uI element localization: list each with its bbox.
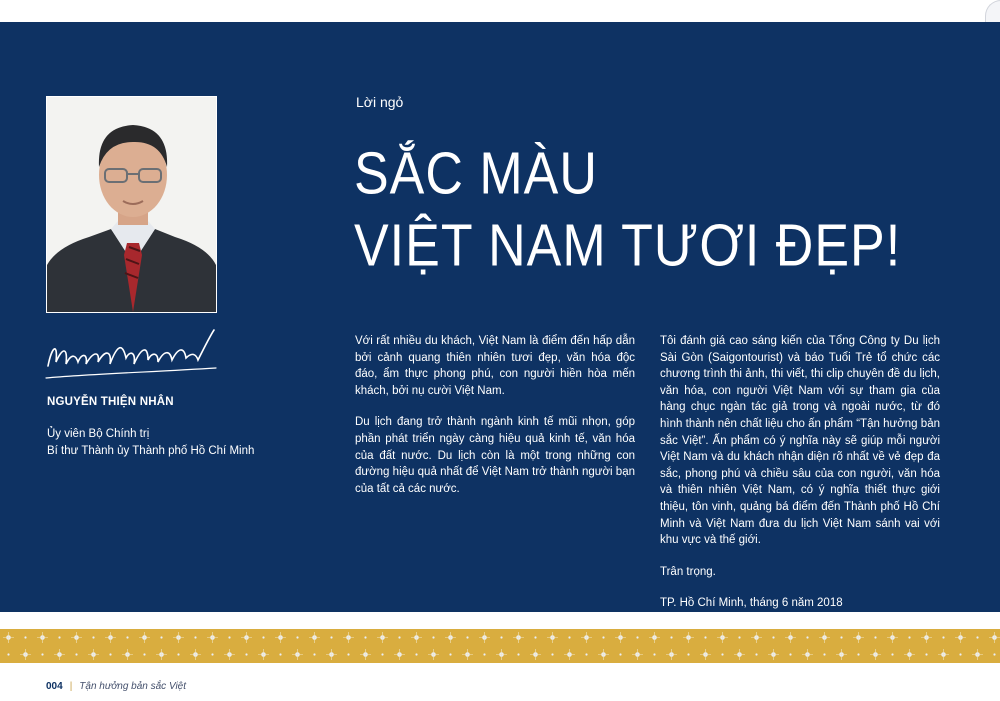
top-margin	[0, 0, 1000, 22]
signature	[42, 322, 222, 384]
decorative-pattern-band	[0, 629, 1000, 663]
footer-separator: |	[69, 681, 73, 692]
page-headline	[354, 138, 901, 282]
leader-role-2: Bí thư Thành ủy Thành phố Hồ Chí Minh	[47, 445, 255, 457]
headline-line-1: SẮC MÀU	[354, 140, 598, 208]
publication-title: Tận hưởng bản sắc Việt	[79, 681, 187, 692]
portrait-photo	[46, 96, 217, 313]
headline-line-2: VIỆT NAM TƯƠI ĐẸP!	[354, 212, 902, 280]
foreword-column-left	[355, 333, 635, 512]
foreword-column-right	[660, 333, 940, 627]
page-footer	[46, 681, 186, 692]
page-number: 004	[46, 681, 63, 692]
closing-line: Trân trọng.	[660, 565, 716, 578]
section-kicker: Lời ngỏ	[356, 94, 404, 110]
leader-roles	[47, 426, 254, 460]
dateline: TP. Hồ Chí Minh, tháng 6 năm 2018	[660, 597, 843, 610]
leader-role-1: Ủy viên Bộ Chính trị	[47, 428, 150, 440]
foreword-paragraph-3: Tôi đánh giá cao sáng kiến của Tổng Công ty Du lịch Sài Gòn (Saigontourist) và báo Tuổi Trẻ tổ chức các chương trình thi ảnh, thi viết, thi clip chuyên đề du lịch, văn hóa, con người Việt Nam với sự tham gia của hàng chục ngàn tác giả trong và ngoài nước, từ đó hình thành nên chất liệu cho ấn phẩm “Tận hưởng bản sắc Việt”. Ấn phẩm có ý nghĩa này sẽ giúp mỗi người Việt Nam và du khách nhận diện rõ nhất về vẻ đẹp đa sắc, phong phú và chiều sâu của con người, văn hóa và thiên nhiên Việt Nam, có ý nghĩa thiết thực giới thiệu, tôn vinh, quảng bá điểm đến Thành phố Hồ Chí Minh và Việt Nam đưa du lịch Việt Nam sánh vai với khu vực và thế giới.	[660, 335, 940, 547]
foreword-paragraph-1: Với rất nhiều du khách, Việt Nam là điểm đến hấp dẫn bởi cảnh quang thiên nhiên tươi đẹp, văn hóa độc đáo, ẩm thực phong phú, con người hiền hòa mến khách, bởi nụ cười Việt Nam.	[355, 335, 635, 397]
portrait-illustration	[47, 97, 216, 312]
foreword-paragraph-2: Du lịch đang trở thành ngành kinh tế mũi nhọn, góp phần phát triển ngày càng hiệu quả kinh tế, văn hóa của đất nước. Du lịch còn là một trong những con đường hiệu quả nhất để Việt Nam trở thành người bạn của tất cả các nước.	[355, 416, 635, 495]
leader-name: NGUYỄN THIỆN NHÂN	[47, 396, 174, 408]
